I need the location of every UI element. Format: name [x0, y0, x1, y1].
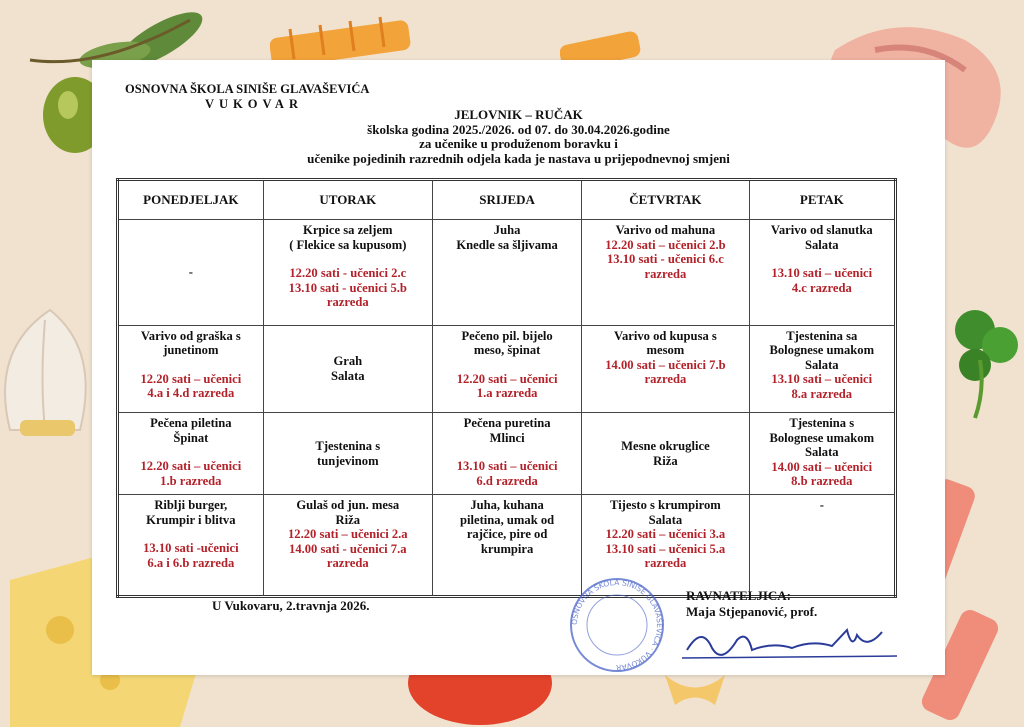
- serving-time: 6.d razreda: [476, 473, 538, 488]
- meal-line: Mlinci: [489, 430, 525, 445]
- menu-cell: [118, 413, 264, 495]
- meal-line: Riblji burger,: [154, 498, 228, 513]
- serving-time: 12.20 sati – učenici 3.a: [605, 527, 726, 542]
- serving-time: 12.20 sati – učenici: [456, 371, 558, 386]
- meal-line: krumpira: [480, 541, 534, 556]
- school-city: VUKOVAR: [205, 97, 303, 111]
- menu-table: [116, 178, 897, 598]
- garlic-icon: [0, 290, 95, 450]
- serving-time: 13.10 sati – učenici: [771, 266, 873, 280]
- serving-time: 13.10 sati - učenici 5.b: [288, 280, 407, 295]
- spacer: [437, 358, 577, 372]
- serving-time: 14.00 sati – učenici 7.b: [605, 357, 726, 372]
- menu-cell: [749, 325, 895, 412]
- spacer: [123, 445, 259, 459]
- menu-body: [118, 220, 896, 597]
- serving-time: 14.00 sati – učenici: [771, 459, 873, 474]
- meal-line: -: [188, 265, 193, 280]
- serving-time: razreda: [326, 295, 369, 309]
- serving-time: 4.c razreda: [791, 280, 852, 295]
- menu-cell: [749, 413, 895, 495]
- serving-time: 12.20 sati – učenici 2.a: [287, 527, 408, 542]
- menu-cell: [118, 325, 264, 412]
- menu-cell: [749, 220, 895, 326]
- menu-cell: [263, 495, 432, 597]
- meal-line: Salata: [804, 237, 839, 252]
- meal-line: Tjestenina s: [315, 439, 381, 454]
- menu-cell: [582, 220, 749, 326]
- day-header: PETAK: [749, 180, 895, 220]
- serving-time: 1.b razreda: [160, 473, 222, 488]
- menu-document: [92, 60, 945, 675]
- menu-cell: [263, 220, 432, 326]
- serving-time: 6.a i 6.b razreda: [147, 555, 235, 570]
- meal-line: Varivo od mahuna: [615, 223, 716, 237]
- title-audience: za učenike u produženom boravku i: [419, 136, 618, 151]
- serving-time: 12.20 sati – učenici 2.b: [605, 237, 726, 252]
- serving-time: 12.20 sati - učenici 2.c: [289, 266, 407, 280]
- serving-time: 4.a i 4.d razreda: [147, 386, 235, 401]
- parsley-icon: [945, 300, 1024, 420]
- menu-cell: [432, 325, 581, 412]
- title-period: školska godina 2025./2026. od 07. do 30.04.2026.godine: [367, 121, 670, 137]
- meal-line: Tjestenina s: [789, 416, 855, 431]
- meal-line: Varivo od graška s: [140, 328, 241, 343]
- serving-time: 14.00 sati - učenici 7.a: [289, 541, 407, 556]
- serving-time: 13.10 sati -učenici: [143, 541, 239, 556]
- school-name: OSNOVNA ŠKOLA SINIŠE GLAVAŠEVIĆA: [125, 82, 370, 96]
- serving-time: 13.10 sati – učenici: [771, 372, 873, 387]
- meal-line: Špinat: [173, 430, 209, 445]
- table-row: [118, 495, 896, 597]
- serving-time: 13.10 sati – učenici: [456, 459, 558, 474]
- table-row: [118, 413, 896, 495]
- meal-line: Salata: [804, 357, 839, 372]
- day-header: ČETVRTAK: [582, 180, 749, 220]
- tomato-icon: [405, 675, 555, 727]
- spacer: [437, 445, 577, 459]
- meal-line: Riža: [335, 512, 361, 527]
- menu-cell: [118, 220, 264, 326]
- menu-cell: [749, 495, 895, 597]
- principal-role: RAVNATELJICA:: [686, 588, 791, 603]
- meal-line: Krumpir i blitva: [146, 512, 236, 527]
- serving-time: razreda: [644, 266, 687, 281]
- day-header: UTORAK: [263, 180, 432, 220]
- meal-line: Pečena piletina: [150, 416, 232, 431]
- menu-cell: [263, 413, 432, 495]
- stamp-text: OSNOVNA ŠKOLA SINIŠE GLAVAŠEVIĆA · VUKOVAR: [569, 577, 665, 673]
- meal-line: Juha: [493, 223, 521, 237]
- serving-time: 1.a razreda: [476, 386, 538, 401]
- table-header-row: [118, 180, 896, 220]
- serving-time: razreda: [326, 556, 369, 571]
- school-stamp: [562, 575, 672, 675]
- meal-line: tunjevinom: [317, 453, 379, 468]
- title-audience-detail: učenike pojedinih razrednih odjela kada je nastava u prijepodnevnoj smjeni: [307, 150, 730, 166]
- meal-line: Salata: [804, 445, 839, 460]
- meal-line: Bolognese umakom: [769, 430, 875, 445]
- menu-cell: [432, 220, 581, 326]
- meal-line: meso, špinat: [473, 343, 541, 358]
- meal-line: mesom: [646, 343, 685, 358]
- spacer: [123, 527, 259, 541]
- handwritten-signature: [682, 620, 902, 670]
- serving-time: 13.10 sati - učenici 6.c: [607, 252, 724, 266]
- spacer: [268, 252, 428, 266]
- meal-line: Tjestenina sa: [786, 328, 858, 343]
- meal-line: Juha, kuhana: [470, 498, 544, 513]
- meal-line: rajčice, pire od: [466, 527, 548, 542]
- day-header: PONEDJELJAK: [118, 180, 264, 220]
- menu-cell: [263, 325, 432, 412]
- table-row: [118, 220, 896, 326]
- serving-time: 12.20 sati – učenici: [140, 371, 242, 386]
- menu-cell: [432, 413, 581, 495]
- meal-line: Varivo od slanutka: [770, 223, 873, 237]
- meal-line: Krpice sa zeljem: [303, 223, 393, 237]
- meal-line: Bolognese umakom: [769, 343, 875, 358]
- meal-line: Varivo od kupusa s: [614, 328, 717, 343]
- meal-line: Pečena puretina: [463, 416, 551, 431]
- table-row: [118, 325, 896, 412]
- meal-line: piletina, umak od: [460, 512, 555, 527]
- meal-line: Salata: [330, 368, 365, 383]
- serving-time: 8.b razreda: [791, 474, 853, 489]
- meal-line: Grah: [333, 354, 363, 369]
- principal-name: Maja Stjepanović, prof.: [686, 604, 818, 619]
- spacer: [754, 252, 890, 266]
- pasta-icon: [655, 670, 735, 710]
- meal-line: Knedle sa šljivama: [456, 237, 558, 252]
- place-date: U Vukovaru, 2.travnja 2026.: [212, 598, 370, 613]
- serving-time: razreda: [644, 372, 687, 387]
- spacer: [123, 358, 259, 372]
- serving-time: razreda: [644, 556, 687, 571]
- serving-time: 8.a razreda: [791, 386, 853, 401]
- day-header: SRIJEDA: [432, 180, 581, 220]
- menu-cell: [582, 413, 749, 495]
- pasta-icon: [270, 15, 420, 65]
- meal-line: Salata: [648, 512, 683, 527]
- meal-line: junetinom: [163, 343, 219, 358]
- serving-time: 12.20 sati – učenici: [140, 459, 242, 474]
- meal-line: Tijesto s krumpirom: [610, 498, 721, 513]
- meal-line: Gulaš od jun. mesa: [296, 498, 400, 513]
- meal-line: -: [819, 498, 824, 513]
- menu-title: [92, 108, 945, 166]
- signature-block: [686, 588, 817, 620]
- title-heading: JELOVNIK – RUČAK: [454, 107, 583, 122]
- meal-line: Riža: [653, 453, 678, 468]
- serving-time: 13.10 sati – učenici 5.a: [605, 541, 726, 556]
- menu-cell: [582, 325, 749, 412]
- menu-cell: [118, 495, 264, 597]
- meal-line: Mesne okruglice: [621, 439, 710, 454]
- meal-line: Pečeno pil. bijelo: [461, 328, 553, 343]
- meal-line: ( Flekice sa kupusom): [289, 237, 407, 252]
- menu-cell: [432, 495, 581, 597]
